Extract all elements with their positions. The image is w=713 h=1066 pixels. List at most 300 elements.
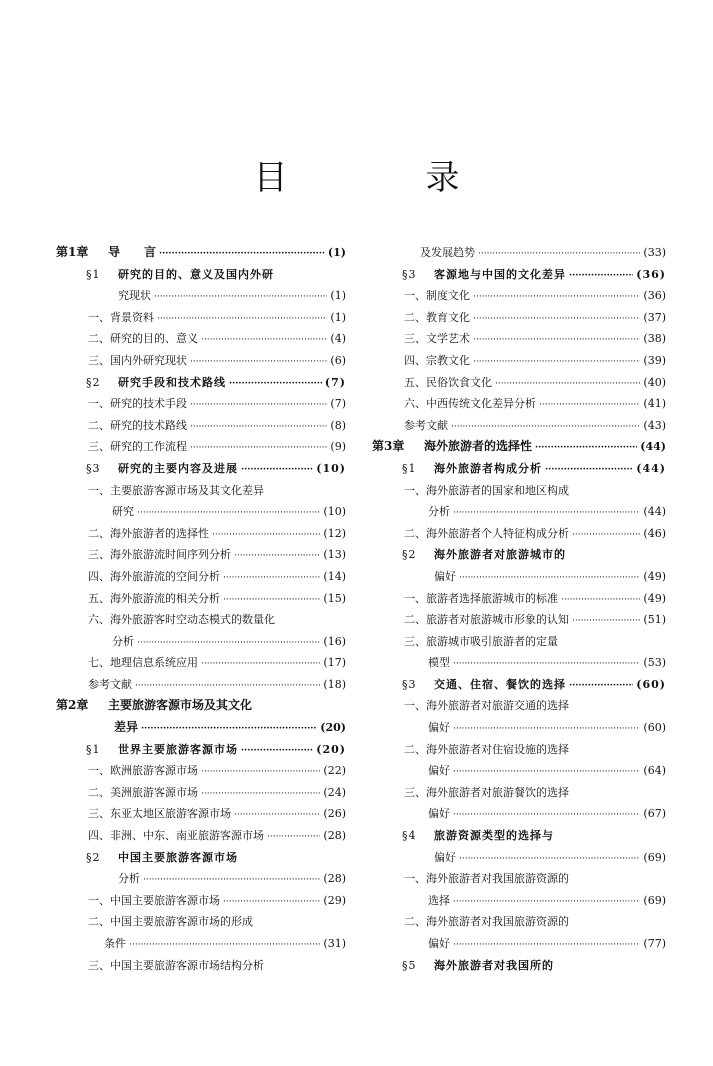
toc-entry-text: 二、旅游者对旅游城市形象的认知 [404,613,569,627]
toc-entry[interactable] [56,717,346,739]
toc-entry-title [402,825,554,847]
toc-entry-text: 中国主要旅游客源市场 [118,850,238,864]
toc-entry[interactable] [56,782,346,804]
leader-dots [539,393,640,415]
toc-entry-title [118,868,140,890]
toc-page-number: (60) [636,677,666,691]
toc-entry-title [114,717,138,739]
toc-entry-text: 研究的主要内容及进展 [118,461,238,475]
toc-page-number: (36) [636,267,666,281]
toc-left-column [56,242,346,976]
toc-page-number: (64) [643,764,666,778]
toc-page-number: (13) [323,548,346,562]
toc-entry[interactable] [56,523,346,545]
toc-entry[interactable] [372,544,666,566]
toc-page-number: (39) [643,353,666,367]
toc-entry-number: 第3章 [372,439,405,454]
toc-entry-title [88,890,220,912]
toc-page-number: (1) [327,246,346,259]
toc-entry[interactable] [372,501,666,523]
toc-entry[interactable] [56,695,346,717]
toc-entry-title [56,695,252,717]
toc-entry-title [404,911,569,933]
toc-entry-text: 海外旅游者对我国所的 [434,958,554,972]
toc-entry-title [88,566,220,588]
toc-entry-text: 偏好 [428,764,450,778]
leader-dots [159,242,325,264]
toc-entry[interactable] [56,544,346,566]
toc-page-number: (33) [643,246,666,259]
toc-entry-title [404,307,470,329]
toc-entry-text: 四、海外旅游流的空间分析 [88,569,220,583]
leader-dots [223,588,320,610]
toc-entry-title [88,674,132,696]
leader-dots [190,436,327,458]
toc-entry[interactable] [372,695,666,717]
toc-entry-title [112,631,134,653]
toc-entry[interactable] [56,933,346,955]
leader-dots [201,652,320,674]
toc-entry[interactable] [372,890,666,912]
toc-page-number: (22) [323,764,346,778]
toc-entry[interactable] [56,760,346,782]
toc-entry-text: 一、制度文化 [404,289,470,303]
toc-page-number: (17) [323,656,346,670]
toc-page-number: (44) [640,440,666,454]
toc-page-number: (69) [643,893,666,907]
toc-page-number: (40) [643,375,666,389]
toc-entry[interactable] [56,609,346,631]
toc-entry-title [88,955,264,977]
toc-entry[interactable] [372,868,666,890]
toc-entry-title [88,588,220,610]
toc-entry-title [404,739,569,761]
toc-entry-number: §2 [86,850,101,864]
toc-entry-title [112,501,134,523]
leader-dots [267,825,320,847]
toc-entry[interactable] [372,566,666,588]
toc-entry[interactable] [372,631,666,653]
leader-dots [137,501,320,523]
toc-entry[interactable] [372,760,666,782]
toc-entry-text: 导 言 [108,245,157,259]
toc-entry-title [434,566,456,588]
toc-entry-title [402,674,566,696]
toc-page-number: (9) [330,440,346,454]
toc-entry[interactable] [372,328,666,350]
leader-dots [223,890,320,912]
toc-entry-text: 六、海外旅游客时空动态模式的数量化 [88,613,275,627]
toc-entry-text: 选择 [428,893,450,907]
toc-entry[interactable] [372,372,666,394]
leader-dots [453,890,640,912]
toc-entry-text: 一、海外旅游者对旅游交通的选择 [404,699,569,713]
toc-page-number: (69) [643,850,666,864]
toc-entry-title [104,933,126,955]
toc-page-number: (37) [643,310,666,324]
leader-dots [561,588,640,610]
toc-entry-title [404,328,470,350]
leader-dots [473,307,640,329]
toc-entry[interactable] [56,631,346,653]
toc-entry[interactable] [372,350,666,372]
toc-entry-text: 二、研究的目的、意义 [88,332,198,346]
leader-dots [451,415,640,437]
toc-entry-title [88,393,187,415]
leader-dots [135,674,320,696]
leader-dots [241,458,313,480]
toc-entry-text: 旅游资源类型的选择与 [434,829,554,843]
toc-page-number: (46) [643,526,666,540]
toc-entry-text: 参考文献 [88,677,132,691]
toc-entry[interactable] [56,242,346,264]
toc-entry-number: §5 [402,958,417,972]
leader-dots [129,933,320,955]
toc-entry-number: §2 [402,548,417,562]
toc-entry[interactable] [56,955,346,977]
leader-dots [495,372,640,394]
leader-dots [157,307,327,329]
toc-entry-text: 一、海外旅游者对我国旅游资源的 [404,872,569,886]
toc-entry-text: 海外旅游者构成分析 [434,461,542,475]
toc-entry-text: 一、旅游者选择旅游城市的标准 [404,591,558,605]
toc-entry[interactable] [56,480,346,502]
toc-entry-title [428,652,450,674]
toc-entry[interactable] [372,803,666,825]
toc-entry-text: 五、民俗饮食文化 [404,375,492,389]
toc-entry[interactable] [56,350,346,372]
toc-entry[interactable] [56,674,346,696]
leader-dots [201,328,327,350]
toc-entry-title [88,803,231,825]
toc-entry-title [402,458,542,480]
leader-dots [241,739,313,761]
toc-entry-title [428,501,450,523]
toc-page-number: (4) [330,332,346,346]
toc-page-number: (18) [323,677,346,691]
toc-entry[interactable] [372,588,666,610]
toc-entry-text: 四、宗教文化 [404,353,470,367]
toc-entry[interactable] [372,242,666,264]
toc-page-number: (49) [643,569,666,583]
leader-dots [453,501,640,523]
toc-entry-text: 研究手段和技术路线 [118,375,226,389]
toc-entry[interactable] [372,264,666,286]
toc-entry-title [88,825,264,847]
toc-entry[interactable] [56,285,346,307]
toc-entry-title [404,695,569,717]
toc-page-number: (10) [316,461,346,475]
toc-entry-text: 偏好 [428,721,450,735]
leader-dots [478,242,640,264]
toc-page-number: (67) [643,807,666,821]
toc-entry-text: 分析 [428,505,450,519]
toc-entry-text: 二、中国主要旅游客源市场的形成 [88,915,253,929]
toc-entry[interactable] [372,285,666,307]
toc-entry-title [404,480,569,502]
toc-entry[interactable] [56,911,346,933]
toc-entry[interactable] [372,393,666,415]
toc-entry-text: 模型 [428,656,450,670]
toc-entry-title [402,544,566,566]
toc-page-number: (43) [643,418,666,432]
toc-page-number: (12) [323,526,346,540]
toc-entry-text: 海外旅游者对旅游城市的 [434,548,566,562]
toc-entry[interactable] [56,890,346,912]
toc-entry-title [86,739,238,761]
toc-entry-text: 一、研究的技术手段 [88,397,187,411]
toc-page-number: (60) [643,721,666,735]
toc-entry[interactable] [372,609,666,631]
toc-entry-title [428,717,450,739]
toc-entry[interactable] [372,739,666,761]
toc-page-number: (38) [643,332,666,346]
toc-page-number: (51) [643,613,666,627]
toc-page-number: (77) [643,937,666,950]
leader-dots [190,415,327,437]
leader-dots [453,803,640,825]
toc-entry-title [88,911,253,933]
toc-entry[interactable] [372,458,666,480]
toc-entry-title [88,307,154,329]
toc-entry-text: 三、国内外研究现状 [88,353,187,367]
leader-dots [473,328,640,350]
toc-entry-title [88,415,187,437]
leader-dots [459,847,640,869]
toc-entry[interactable] [56,847,346,869]
toc-entry-title [88,480,264,502]
toc-entry-number: §3 [402,267,417,281]
toc-entry[interactable] [56,372,346,394]
toc-page-number: (29) [323,893,346,907]
toc-entry-text: 及发展趋势 [420,246,475,259]
toc-entry-title [428,760,450,782]
toc-right-column [372,242,666,976]
toc-entry-text: 分析 [118,872,140,886]
toc-entry-text: 一、海外旅游者的国家和地区构成 [404,483,569,497]
toc-entry[interactable] [56,501,346,523]
toc-page-number: (6) [330,353,346,367]
toc-entry[interactable] [56,458,346,480]
toc-entry-title [88,652,198,674]
leader-dots [535,436,637,458]
toc-entry-title [428,890,450,912]
toc-entry-text: 六、中西传统文化差异分析 [404,397,536,411]
leader-dots [212,523,320,545]
toc-entry-title [404,588,558,610]
toc-entry-text: 三、中国主要旅游客源市场结构分析 [88,958,264,972]
toc-entry-title [86,372,226,394]
toc-entry-number: §1 [86,742,101,756]
toc-entry-text: 一、主要旅游客源市场及其文化差异 [88,483,264,497]
toc-entry-text: 条件 [104,937,126,950]
toc-entry[interactable] [372,782,666,804]
toc-entry-text: 偏好 [428,937,450,950]
toc-page-number: (44) [643,505,666,519]
toc-entry[interactable] [372,523,666,545]
leader-dots [569,674,633,696]
page-title: 目 录 [253,158,512,198]
toc-entry[interactable] [372,911,666,933]
leader-dots [453,652,640,674]
toc-entry-title [428,803,450,825]
toc-entry-text: 究现状 [118,289,151,303]
toc-entry-number: §3 [86,461,101,475]
toc-page-number: (31) [323,937,346,950]
toc-page-number: (7) [330,397,346,411]
toc-page-number: (10) [323,505,346,519]
toc-entry-text: 二、教育文化 [404,310,470,324]
toc-entry-text: 一、欧洲旅游客源市场 [88,764,198,778]
toc-entry-title [404,523,569,545]
toc-entry[interactable] [372,480,666,502]
toc-entry[interactable] [56,393,346,415]
toc-entry[interactable] [56,436,346,458]
toc-entry-text: 三、研究的工作流程 [88,440,187,454]
toc-entry-title [404,350,470,372]
toc-entry-text: 二、海外旅游者对住宿设施的选择 [404,742,569,756]
toc-entry[interactable] [372,955,666,977]
toc-page-number: (28) [323,872,346,886]
toc-entry-text: 主要旅游客源市场及其文化 [108,698,253,713]
toc-entry-number: §1 [402,461,417,475]
toc-entry-number: §1 [86,267,101,281]
toc-page-number: (41) [643,397,666,411]
toc-entry-text: 三、文学艺术 [404,332,470,346]
leader-dots [143,868,320,890]
toc-entry-title [404,782,569,804]
toc-entry-text: 一、背景资料 [88,310,154,324]
toc-entry-text: 客源地与中国的文化差异 [434,267,566,281]
toc-entry-text: 偏好 [428,807,450,821]
toc-entry[interactable] [56,739,346,761]
leader-dots [572,523,640,545]
toc-page-number: (20) [320,721,346,735]
toc-entry[interactable] [56,328,346,350]
toc-entry-title [56,242,156,264]
toc-entry[interactable] [56,868,346,890]
toc-page-number: (20) [316,742,346,756]
toc-entry-title [86,847,238,869]
leader-dots [201,760,320,782]
toc-entry[interactable] [56,588,346,610]
leader-dots [572,609,640,631]
toc-entry-number: 第1章 [56,245,89,259]
leader-dots [154,285,327,307]
leader-dots [473,350,640,372]
toc-entry-text: 海外旅游者的选择性 [424,439,533,454]
leader-dots [234,803,320,825]
toc-entry-title [404,415,448,437]
toc-page-number: (15) [323,591,346,605]
toc-entry-title [88,609,275,631]
toc-entry[interactable] [372,415,666,437]
toc-entry-text: 七、地理信息系统应用 [88,656,198,670]
toc-entry[interactable] [372,436,666,458]
toc-entry-text: 二、海外旅游者的选择性 [88,526,209,540]
toc-entry-text: 三、旅游城市吸引旅游者的定量 [404,634,558,648]
toc-entry[interactable] [56,264,346,286]
toc-entry-title [86,458,238,480]
toc-entry[interactable] [56,652,346,674]
leader-dots [137,631,320,653]
toc-entry[interactable] [372,933,666,955]
toc-entry-text: 参考文献 [404,418,448,432]
toc-page-number: (16) [323,634,346,648]
toc-entry[interactable] [56,803,346,825]
toc-entry-text: 二、海外旅游者对我国旅游资源的 [404,915,569,929]
toc-entry[interactable] [56,825,346,847]
toc-entry-title [404,609,569,631]
leader-dots [190,350,327,372]
toc-page-number: (53) [643,656,666,670]
toc-entry[interactable] [372,652,666,674]
leader-dots [229,372,322,394]
toc-entry[interactable] [372,825,666,847]
toc-entry-title [404,868,569,890]
toc-entry-number: §2 [86,375,101,389]
toc-entry-title [404,393,536,415]
toc-entry-text: 偏好 [434,850,456,864]
leader-dots [453,760,640,782]
toc-entry[interactable] [372,847,666,869]
toc-entry-title [88,523,209,545]
toc-entry-title [402,264,566,286]
toc-entry[interactable] [372,674,666,696]
toc-entry-number: 第2章 [56,698,89,713]
toc-entry-text: 二、研究的技术路线 [88,418,187,432]
toc-entry-title [404,631,558,653]
toc-page-number: (7) [324,375,346,389]
toc-entry-title [88,760,198,782]
toc-entry-title [88,782,198,804]
leader-dots [201,782,320,804]
toc-entry-title [402,955,554,977]
toc-page-number: (49) [643,591,666,605]
toc-entry-title [88,328,198,350]
toc-entry-text: 研究 [112,505,134,519]
leader-dots [141,717,317,739]
toc-entry-text: 三、海外旅游流时间序列分析 [88,548,231,562]
toc-page-number: (1) [330,310,346,324]
toc-entry-text: 研究的目的、意义及国内外研 [118,267,274,281]
toc-entry[interactable] [56,415,346,437]
toc-entry-text: 三、东亚太地区旅游客源市场 [88,807,231,821]
toc-entry-title [404,372,492,394]
toc-entry-text: 三、海外旅游者对旅游餐饮的选择 [404,785,569,799]
toc-entry[interactable] [56,566,346,588]
toc-entry-text: 一、中国主要旅游客源市场 [88,893,220,907]
leader-dots [545,458,633,480]
leader-dots [190,393,327,415]
toc-entry-title [88,544,231,566]
toc-entry[interactable] [372,717,666,739]
toc-entry-title [420,242,475,264]
toc-entry[interactable] [56,307,346,329]
toc-page-number: (28) [323,829,346,843]
toc-entry-text: 世界主要旅游客源市场 [118,742,238,756]
toc-entry-text: 二、海外旅游者个人特征构成分析 [404,526,569,540]
leader-dots [453,717,640,739]
leader-dots [569,264,633,286]
toc-entry-title [434,847,456,869]
toc-page-number: (36) [643,289,666,303]
leader-dots [223,566,320,588]
toc-page-number: (1) [330,289,346,303]
toc-entry-title [372,436,532,458]
toc-entry-text: 二、美洲旅游客源市场 [88,785,198,799]
toc-entry[interactable] [372,307,666,329]
